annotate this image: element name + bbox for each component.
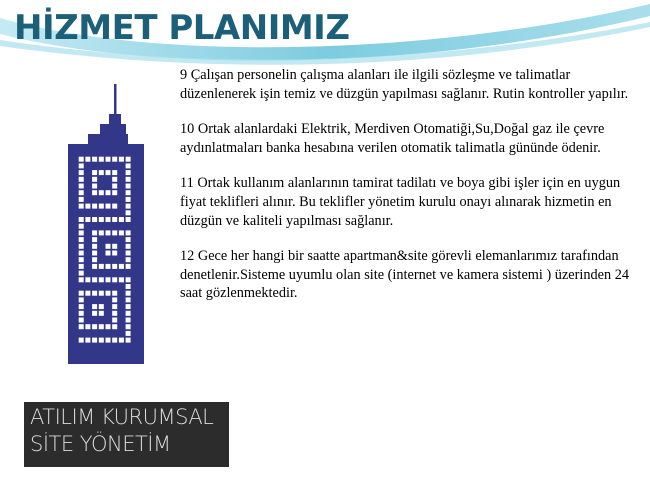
brand-line-1: ATILIM KURUMSAL — [30, 405, 214, 429]
paragraph-9: 9 Çalışan personelin çalışma alanları ile ilgili sözleşme ve talimatlar düzenlenerek işin temiz ve düzgün yapılması sağlanır. Rutin kontroller yapılır. — [180, 67, 629, 102]
paragraph-10: 10 Ortak alanlardaki Elektrik, Merdiven Otomatiği,Su,Doğal gaz ile çevre aydınlatmaları banka hesabına verilen otomatik talimatla gününde ödenir. — [180, 121, 605, 156]
paragraph-12: 12 Gece her hangi bir saatte apartman&site görevli elemanlarımız tarafından denetlenir.Sisteme uyumlu olan site (internet ve kamera sistemi ) üzerinden 24 saat gözlenmektedir. — [180, 248, 630, 302]
brand-box — [24, 402, 229, 467]
building-kufic-logo-icon — [33, 84, 181, 380]
paragraph-11: 11 Ortak kullanım alanlarının tamirat tadilatı ve boya gibi işler için en uygun fiyat teklifleri alınır. Bu teklifler yönetim kurulu onayı alınarak hizmetin en düzgün ve kaliteli yapılması sağlanır. — [180, 175, 621, 229]
slide-title: HİZMET PLANIMIZ — [14, 8, 350, 48]
content-area — [180, 66, 640, 320]
brand-line-2: SİTE YÖNETİM — [30, 432, 171, 456]
